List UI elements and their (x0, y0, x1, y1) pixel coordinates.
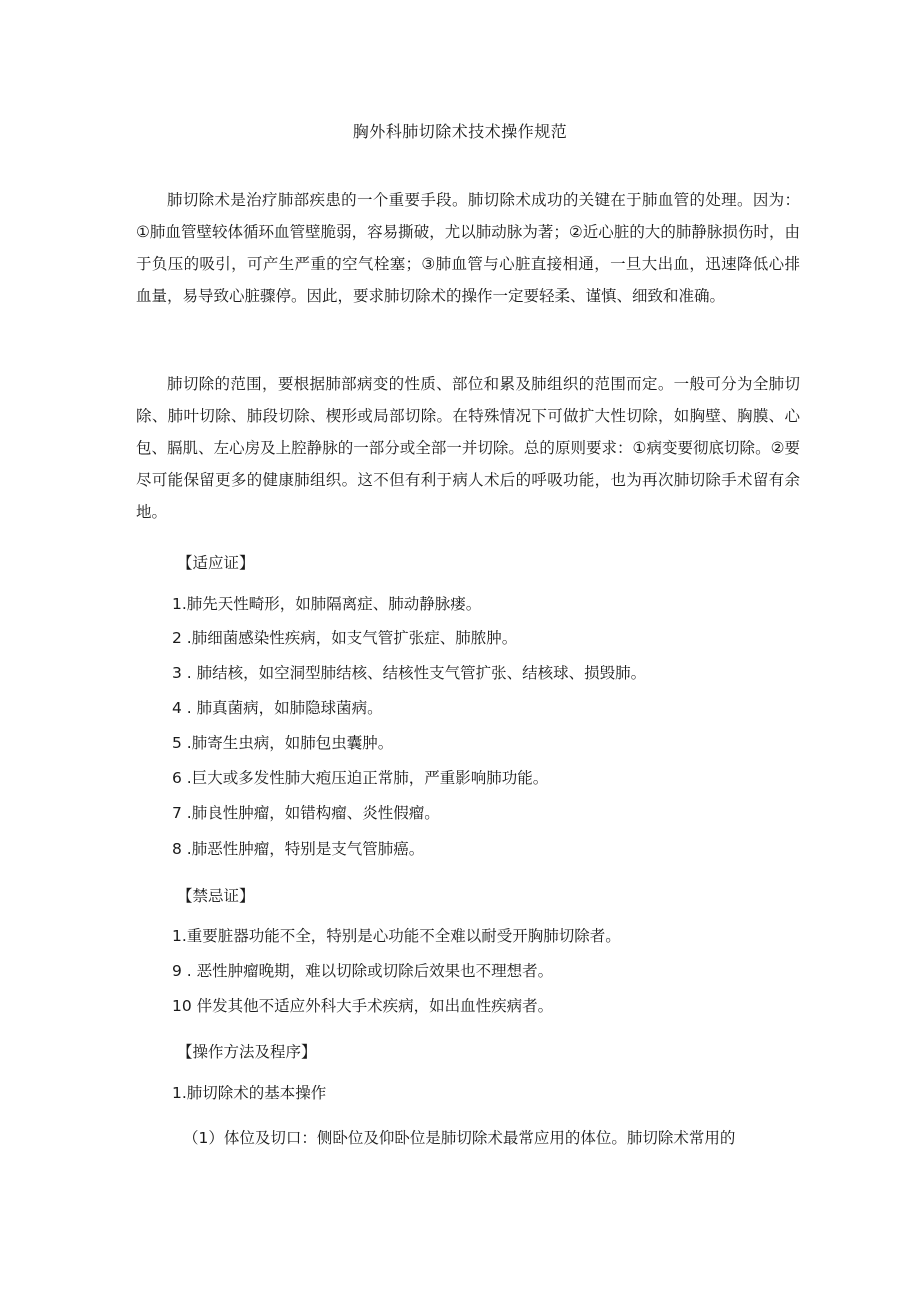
indication-item: 7 .肺良性肿瘤，如错构瘤、炎性假瘤。 (172, 804, 440, 822)
document-title: 胸外科肺切除术技术操作规范 (352, 122, 568, 141)
indication-item: 4 . 肺真菌病，如肺隐球菌病。 (172, 699, 383, 717)
intro-paragraph: 肺切除的范围，要根据肺部病变的性质、部位和累及肺组织的范围而定。一般可分为全肺切除、肺叶切除、肺段切除、楔形或局部切除。在特殊情况下可做扩大性切除，如胸壁、胸膜、心包、膈肌、左心房及上腔静脉的一部分或全部一并切除。总的原则要求：①病变要彻底切除。②要尽可能保留更多的健康肺组织。这不但有利于病人术后的呼吸功能，也为再次肺切除手术留有余地。 (136, 375, 800, 521)
contraindication-item: 1.重要脏器功能不全，特别是心功能不全难以耐受开胸肺切除者。 (172, 927, 621, 945)
indication-item: 2 .肺细菌感染性疾病，如支气管扩张症、肺脓肿。 (172, 629, 518, 647)
indication-item: 6 .巨大或多发性肺大疱压迫正常肺，严重影响肺功能。 (172, 769, 549, 787)
procedure-subheading: 1.肺切除术的基本操作 (172, 1084, 327, 1102)
contraindications-heading: 【禁忌证】 (177, 887, 255, 905)
indication-item: 1.肺先天性畸形，如肺隔离症、肺动静脉瘘。 (172, 595, 482, 613)
indications-heading: 【适应证】 (177, 554, 255, 572)
procedure-heading: 【操作方法及程序】 (177, 1043, 317, 1061)
indication-item: 8 .肺恶性肿瘤，特别是支气管肺癌。 (172, 840, 425, 858)
indication-item: 3 . 肺结核，如空洞型肺结核、结核性支气管扩张、结核球、损毁肺。 (172, 664, 647, 682)
indication-item: 5 .肺寄生虫病，如肺包虫囊肿。 (172, 734, 394, 752)
contraindication-item: 9 . 恶性肿瘤晚期，难以切除或切除后效果也不理想者。 (172, 962, 554, 980)
procedure-step: （1）体位及切口：侧卧位及仰卧位是肺切除术最常应用的体位。肺切除术常用的 (183, 1129, 736, 1147)
intro-paragraph: 肺切除术是治疗肺部疾患的一个重要手段。肺切除术成功的关键在于肺血管的处理。因为：①肺血管壁较体循环血管壁脆弱，容易撕破，尤以肺动脉为著；②近心脏的大的肺静脉损伤时，由于负压的吸引，可产生严重的空气栓塞；③肺血管与心脏直接相通，一旦大出血，迅速降低心排血量，易导致心脏骤停。因此，要求肺切除术的操作一定要轻柔、谨慎、细致和准确。 (136, 191, 800, 305)
contraindication-item: 10 伴发其他不适应外科大手术疾病，如出血性疾病者。 (172, 997, 554, 1015)
